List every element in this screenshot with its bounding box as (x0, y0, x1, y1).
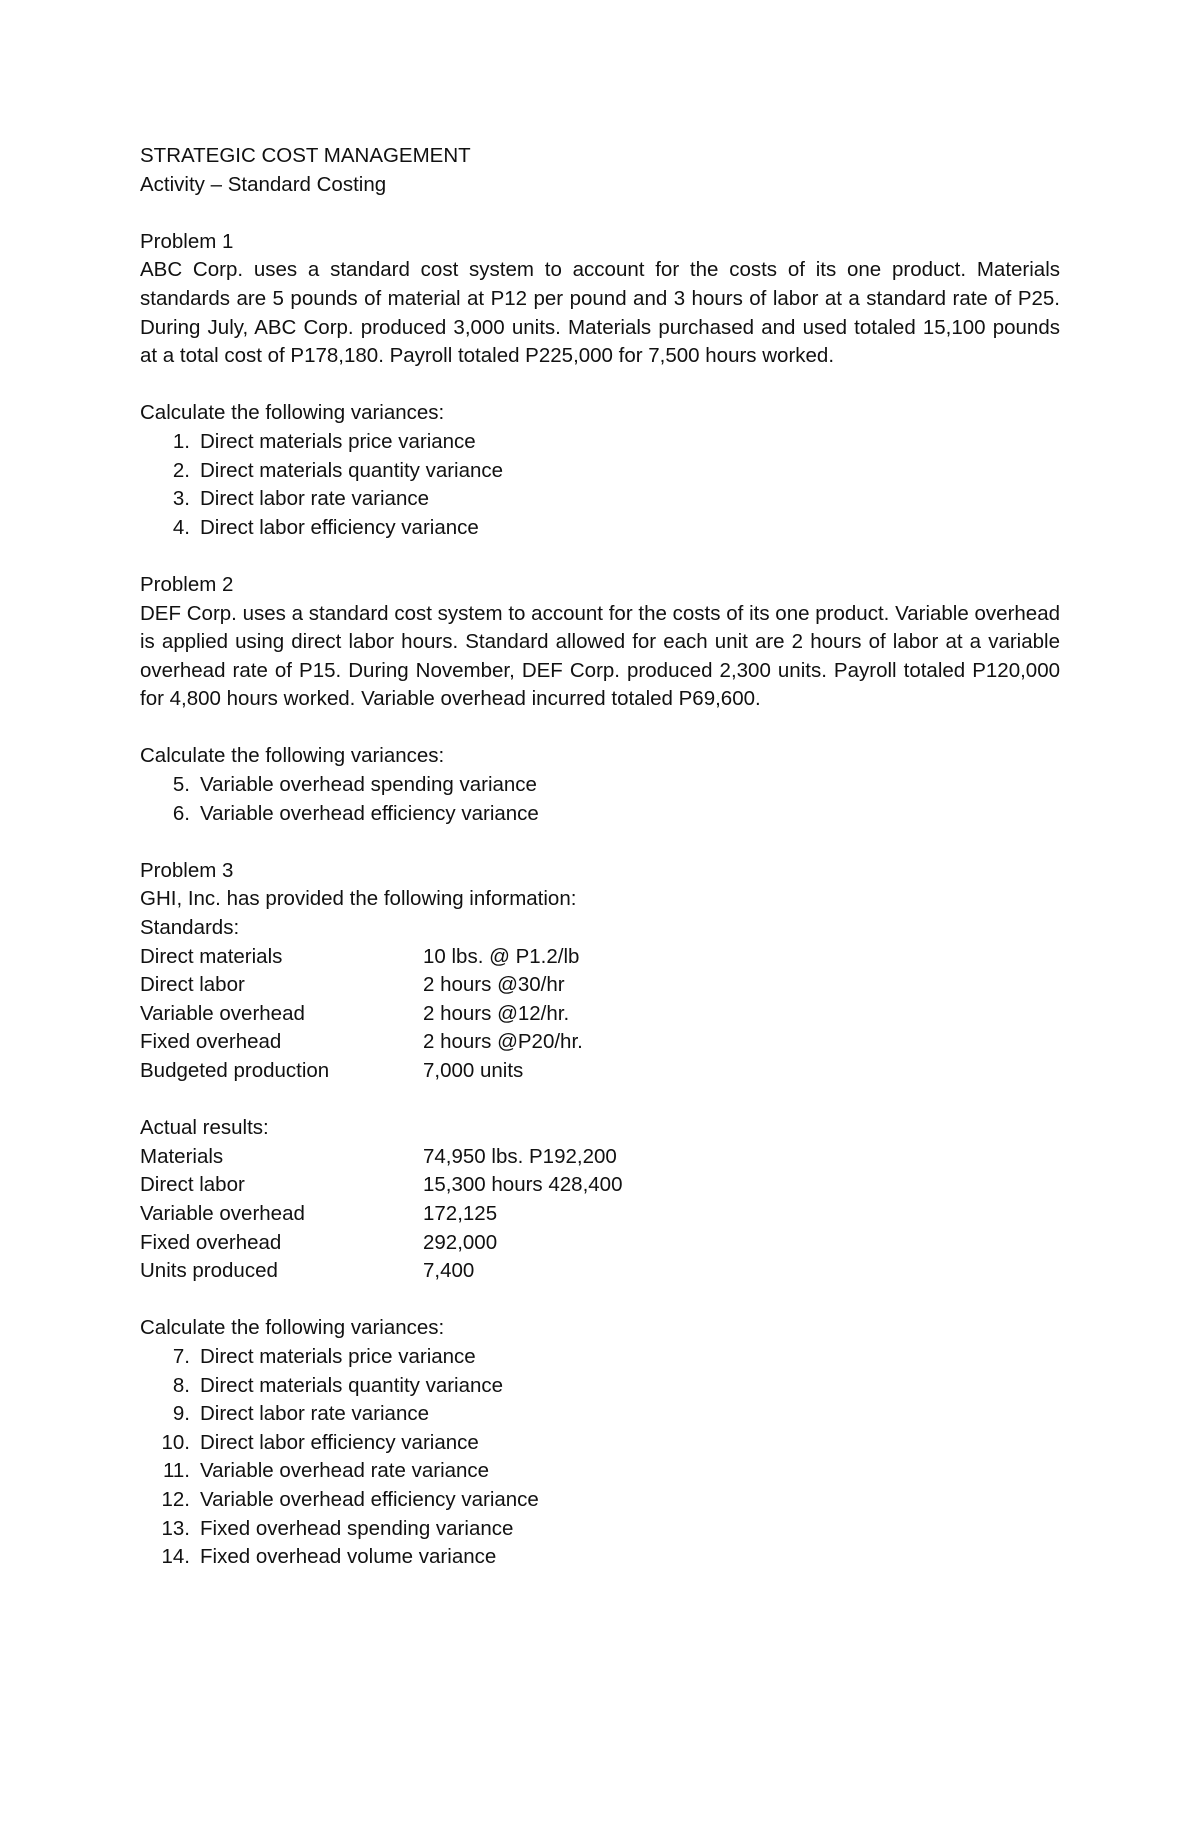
list-item-number: 2. (172, 458, 190, 482)
problem-3-intro: GHI, Inc. has provided the following information: (140, 887, 577, 911)
actual-value: 292,000 (423, 1230, 498, 1254)
actual-value: 7,400 (423, 1259, 475, 1283)
list-item (140, 1372, 1060, 1401)
standards-row (140, 1000, 1060, 1029)
problem-1-body: ABC Corp. uses a standard cost system to account for the costs of its one product. Materials standards are 5 pounds of material at P12 per pound and 3 hours of labor at a standard rate of P25. During July, ABC Corp. produced 3,000 units. Materials purchased and used totaled 15,100 pounds at a total cost of P178,180. Payroll totaled P225,000 for 7,500 hours worked. (140, 258, 1060, 368)
list-item (140, 457, 1060, 486)
standards-value: 10 lbs. @ P1.2/lb (423, 944, 580, 968)
list-item-number: 13. (161, 1516, 190, 1540)
problem-3-prompt: Calculate the following variances: (140, 1316, 445, 1340)
standards-value: 7,000 units (423, 1059, 524, 1082)
list-item-number: 11. (163, 1459, 190, 1483)
list-item (140, 1457, 1060, 1486)
list-item (140, 1343, 1060, 1372)
actual-row (140, 1171, 1060, 1200)
list-item-text: Fixed overhead volume variance (200, 1545, 497, 1569)
standards-label: Standards: (140, 916, 240, 940)
problem-3-heading: Problem 3 (140, 858, 234, 882)
list-item-text: Direct materials quantity variance (200, 458, 504, 482)
standards-key: Budgeted production (140, 1059, 330, 1082)
list-item-number: 10. (161, 1430, 190, 1454)
actual-key: Units produced (140, 1259, 278, 1283)
spacer (140, 199, 1060, 228)
spacer (140, 714, 1060, 743)
list-item-number: 12. (161, 1487, 190, 1511)
standards-value: 2 hours @12/hr. (423, 1001, 570, 1025)
actual-key: Materials (140, 1144, 224, 1168)
list-item-text: Variable overhead rate variance (200, 1459, 490, 1483)
actual-value: 15,300 hours 428,400 (423, 1173, 623, 1197)
actual-row (140, 1143, 1060, 1172)
problem-3-variance-list (140, 1343, 1060, 1572)
list-item (140, 771, 1060, 800)
document-title: STRATEGIC COST MANAGEMENT (140, 144, 471, 167)
list-item-number: 5. (172, 773, 190, 797)
list-item-text: Variable overhead efficiency variance (200, 801, 539, 825)
standards-key: Direct labor (140, 973, 245, 997)
problem-2-body: DEF Corp. uses a standard cost system to account for the costs of its one product. Variable overhead is applied using direct labor hours. Standard allowed for each unit are 2 hours of labor at a variable overhead rate of P15. During November, DEF Corp. produced 2,300 units. Payroll totaled P120,000 for 4,800 hours worked. Variable overhead incurred totaled P69,600. (140, 601, 1060, 711)
list-item-text: Variable overhead efficiency variance (200, 1487, 539, 1511)
problem-1-prompt: Calculate the following variances: (140, 401, 445, 425)
list-item-number: 7. (172, 1344, 190, 1368)
list-item (140, 800, 1060, 829)
list-item-text: Direct labor rate variance (200, 487, 430, 511)
actual-key: Variable overhead (140, 1201, 305, 1225)
actual-value: 172,125 (423, 1201, 498, 1225)
list-item-number: 1. (172, 429, 190, 453)
list-item-number: 14. (161, 1545, 190, 1569)
list-item-number: 6. (172, 801, 190, 825)
actual-key: Fixed overhead (140, 1230, 282, 1254)
actual-value: 74,950 lbs. P192,200 (423, 1144, 617, 1168)
actual-results-label: Actual results: (140, 1116, 269, 1140)
problem-1-heading: Problem 1 (140, 229, 234, 253)
list-item-text: Direct materials price variance (200, 429, 476, 453)
list-item (140, 514, 1060, 543)
list-item-text: Fixed overhead spending variance (200, 1516, 514, 1540)
list-item (140, 1486, 1060, 1515)
list-item-number: 4. (172, 515, 190, 539)
standards-value: 2 hours @P20/hr. (423, 1030, 583, 1054)
problem-2-prompt: Calculate the following variances: (140, 744, 445, 768)
standards-key: Fixed overhead (140, 1030, 282, 1054)
actual-key: Direct labor (140, 1173, 245, 1197)
list-item-text: Direct labor efficiency variance (200, 1430, 479, 1454)
actual-row (140, 1257, 1060, 1286)
list-item-text: Direct labor efficiency variance (200, 515, 479, 539)
problem-2-heading: Problem 2 (140, 572, 234, 596)
standards-row (140, 1028, 1060, 1057)
standards-row (140, 1057, 1060, 1086)
problem-1-variance-list (140, 428, 1060, 542)
list-item-text: Variable overhead spending variance (200, 773, 537, 797)
list-item-number: 9. (172, 1402, 190, 1426)
list-item-text: Direct materials price variance (200, 1344, 476, 1368)
document-page (140, 142, 1060, 1572)
list-item-text: Direct labor rate variance (200, 1402, 430, 1426)
spacer (140, 1086, 1060, 1115)
actual-row (140, 1200, 1060, 1229)
list-item-text: Direct materials quantity variance (200, 1373, 504, 1397)
standards-row (140, 943, 1060, 972)
standards-row (140, 971, 1060, 1000)
document-subtitle: Activity – Standard Costing (140, 172, 387, 196)
spacer (140, 371, 1060, 400)
actual-row (140, 1229, 1060, 1258)
spacer (140, 828, 1060, 857)
standards-value: 2 hours @30/hr (423, 973, 565, 997)
list-item-number: 3. (172, 487, 190, 511)
list-item-number: 8. (172, 1373, 190, 1397)
standards-key: Direct materials (140, 944, 283, 968)
problem-2-variance-list (140, 771, 1060, 828)
list-item (140, 1400, 1060, 1429)
list-item (140, 428, 1060, 457)
standards-key: Variable overhead (140, 1001, 305, 1025)
list-item (140, 1429, 1060, 1458)
list-item (140, 485, 1060, 514)
spacer (140, 1286, 1060, 1315)
spacer (140, 542, 1060, 571)
list-item (140, 1515, 1060, 1544)
list-item (140, 1543, 1060, 1572)
